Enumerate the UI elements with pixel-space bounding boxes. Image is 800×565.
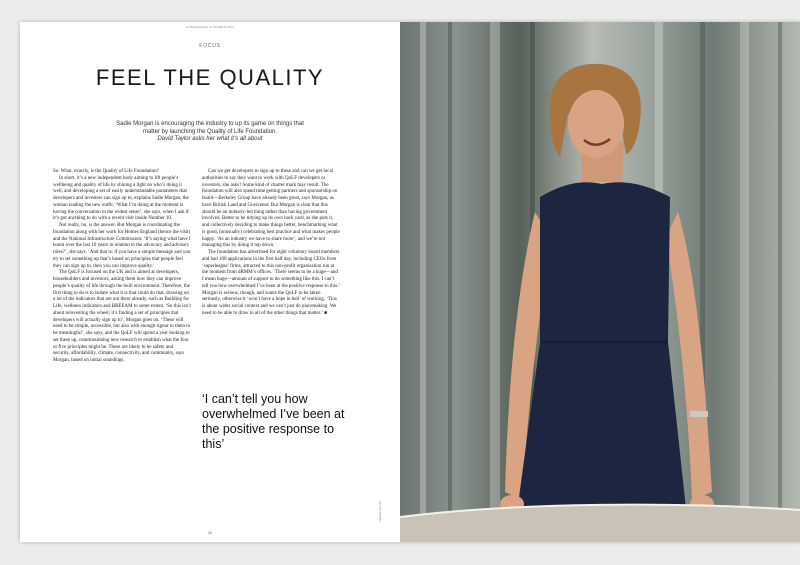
- face: [568, 90, 624, 158]
- photo-credit: Agnese Sanvito: [378, 500, 382, 522]
- running-header: SOMEWHERE & SOMETHING: [185, 25, 235, 29]
- body-paragraph: In short, it’s a new independent body aiming to lift people’s wellbeing and quality of life by shining a light on who’s doing it well, and developing a set of easily understandable parameters that developers and investors can sign up to, explains Sadie Morgan, the woman leading the new outfit. ‘What I’m doing at the moment is having the conversation in the widest sense’, she says, when I ask if it’s got anything to do with a recent visit inside Number 10.: [53, 175, 189, 222]
- article-title: FEEL THE QUALITY: [95, 65, 325, 90]
- body-paragraph: The foundation has advertised for eight voluntary board members and had 100 applications in the first half day, including CEOs from ‘superleague’ firms, attracted to this non-profit organisation run at the moment from dRMM’s offices. ‘There seems to be a huge—and I mean huge—amount of support to do something like this. I can’t tell you how overwhelmed I’ve been at the positive response to this.’ Morgan is serious, though, and wants the QoLF to be taken seriously, otherwise it ‘won’t have a hope in hell’ of working. ‘This is about wider social context and we can’t just do placemaking. We need to be able to draw in all of the other things that matter.’ ■: [202, 250, 340, 316]
- left-page: [20, 22, 400, 542]
- body-column-2: [202, 169, 340, 318]
- body-paragraph: The QoLF is focused on the UK and is aimed at developers, housebuilders and investors, asking them how they can improve people’s quality of life through the built environment. Therefore, the first thing to do is to isolate what it is that could do that, drawing on a lot of the indicators that are out there already, such as Building for Life, wellness indicators and BREEAM to some extent. ‘So this isn’t about reinventing the wheel; it’s finding a set of principles that developers will actually sign up to’, Morgan goes on. ‘These will need to be simple, accessible, but also with enough rigour to them to be meaningful’, she says, and the QoLF will spend a year looking to set these up, commissioning new research to establish what the four or five principles might be. These are likely to be safety and security, affordability, climate, connectivity, and community, says Morgan, based on initial soundings.: [53, 270, 191, 363]
- wristwatch: [690, 411, 708, 417]
- body-paragraph: So. What, exactly, is the Quality of Life Foundation?: [53, 169, 159, 174]
- standfirst-text: Sadie Morgan is encouraging the industry to up its game on things that matter by launching the Quality of Life Foundation.: [116, 121, 304, 135]
- byline: David Taylor asks her what it’s all about: [157, 136, 263, 142]
- section-label: FOCUS: [199, 43, 221, 49]
- portrait-photo: [400, 22, 800, 542]
- body-paragraph: Not really, no, is the answer. But Morgan is coordinating the foundation along with her work for Homes England (hence the visit) and the National Infrastructure Commission: ‘It’s saying what have I learnt over the last 10 years in relation to the advocacy and advisory roles?’, she says. ‘And that is: if you have a simple message and you try to set something up that’s based on principles that people feel they can sign up to, then you can improve quality.’: [53, 223, 191, 269]
- pull-quote: ‘I can’t tell you how overwhelmed I’ve been at the positive response to this’: [202, 392, 345, 451]
- magazine-spread: [20, 22, 800, 542]
- standfirst: [110, 121, 310, 144]
- page-number: 36: [208, 531, 212, 535]
- body-column-1: [53, 169, 191, 365]
- navy-dress: [515, 182, 688, 527]
- portrait-illustration: [400, 22, 800, 542]
- body-paragraph: Can we get developers to sign up to these and can we get local authorities to say they want to work with QoLF developers or investors, she asks? Some kind of charter mark may result. The foundation will also spend time getting partners and sponsorship on board—Berkeley Group have already been great, says Morgan, as have British Land and Grosvenor. But Morgan is clear that this should be an industry-led thing rather than having government involved. Better to be tidying up its own back yard, as she puts it, and collectively deciding to make things better, benchmarking what is good, (unusually) celebrating best practice and what makes people happy. ‘As an industry we have to share more’, and we’re not managing this by doing it top down.: [202, 169, 340, 249]
